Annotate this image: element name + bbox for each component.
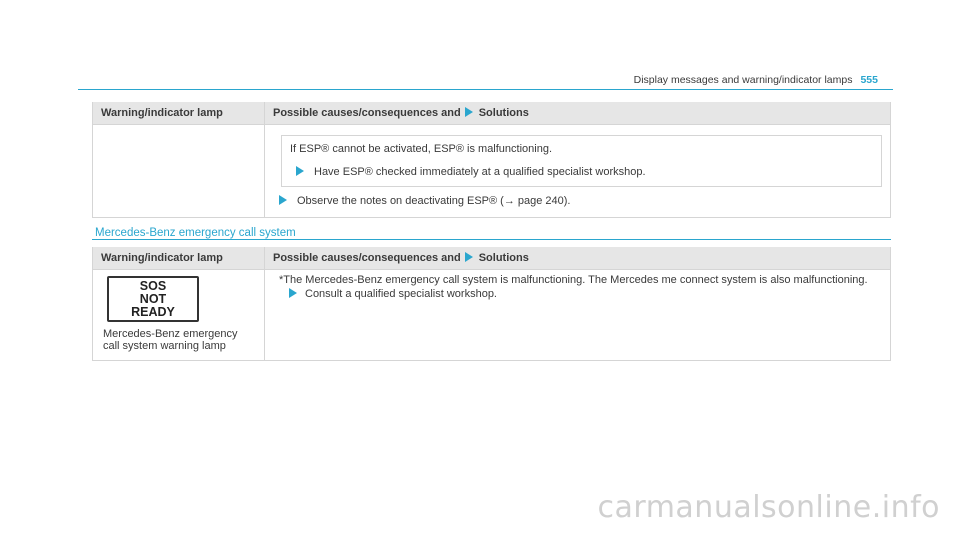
- table-row: [93, 125, 891, 218]
- section-title: Mercedes-Benz emergency call system: [95, 227, 296, 239]
- col-header-causes-text: Possible causes/consequences and: [273, 252, 461, 264]
- col-header-causes: [265, 102, 891, 125]
- page-number: 555: [860, 74, 878, 86]
- arrow-right-icon: [465, 252, 473, 262]
- running-head-title: Display messages and warning/indicator lamps: [633, 74, 853, 86]
- cause-text: *The Mercedes-Benz emergency call system is malfunctioning. The Mercedes me connect system is also malfunctioning.: [279, 274, 868, 286]
- watermark: carmanualsonline.info: [597, 490, 940, 525]
- causes-cell: [265, 270, 891, 361]
- table-row: [93, 270, 891, 361]
- col-header-solutions-text: Solutions: [478, 107, 529, 119]
- solution-step: [273, 288, 882, 301]
- table-header-row: [93, 102, 891, 125]
- table-header-row: [93, 247, 891, 270]
- col-header-causes: [265, 247, 891, 270]
- arrow-right-icon: [465, 107, 473, 117]
- arrow-right-icon: [296, 166, 304, 176]
- col-header-causes-text: Possible causes/consequences and: [273, 107, 461, 119]
- arrow-right-icon: [279, 195, 287, 205]
- lamp-cell: [93, 270, 265, 361]
- table-emergency-call: [92, 247, 891, 361]
- inner-box: [281, 135, 882, 187]
- lamp-line-2: NOT: [139, 291, 167, 306]
- col-header-solutions-text: Solutions: [478, 252, 529, 264]
- inner-box-step-text: Have ESP® checked immediately at a qualified specialist workshop.: [314, 166, 646, 178]
- table-esp: [92, 102, 891, 218]
- lamp-line-1: SOS: [139, 278, 167, 293]
- causes-cell: [265, 125, 891, 218]
- inner-box-step: [290, 165, 871, 180]
- lamp-label: Mercedes-Benz emergency call system warning lamp: [103, 328, 238, 352]
- lamp-line-3: READY: [131, 304, 175, 319]
- inner-box-text: If ESP® cannot be activated, ESP® is malfunctioning.: [290, 143, 553, 155]
- section-rule: [92, 239, 891, 240]
- outer-step-text[interactable]: Observe the notes on deactivating ESP® (→ page 240).: [297, 195, 571, 207]
- running-head: [634, 74, 878, 86]
- arrow-right-icon: [289, 288, 297, 298]
- sos-not-ready-icon: [107, 276, 199, 322]
- outer-step: [273, 195, 882, 208]
- col-header-lamp: Warning/indicator lamp: [93, 247, 265, 270]
- solution-step-text: Consult a qualified specialist workshop.: [305, 288, 497, 300]
- lamp-cell: [93, 125, 265, 218]
- header-rule: [78, 89, 893, 90]
- col-header-lamp: Warning/indicator lamp: [93, 102, 265, 125]
